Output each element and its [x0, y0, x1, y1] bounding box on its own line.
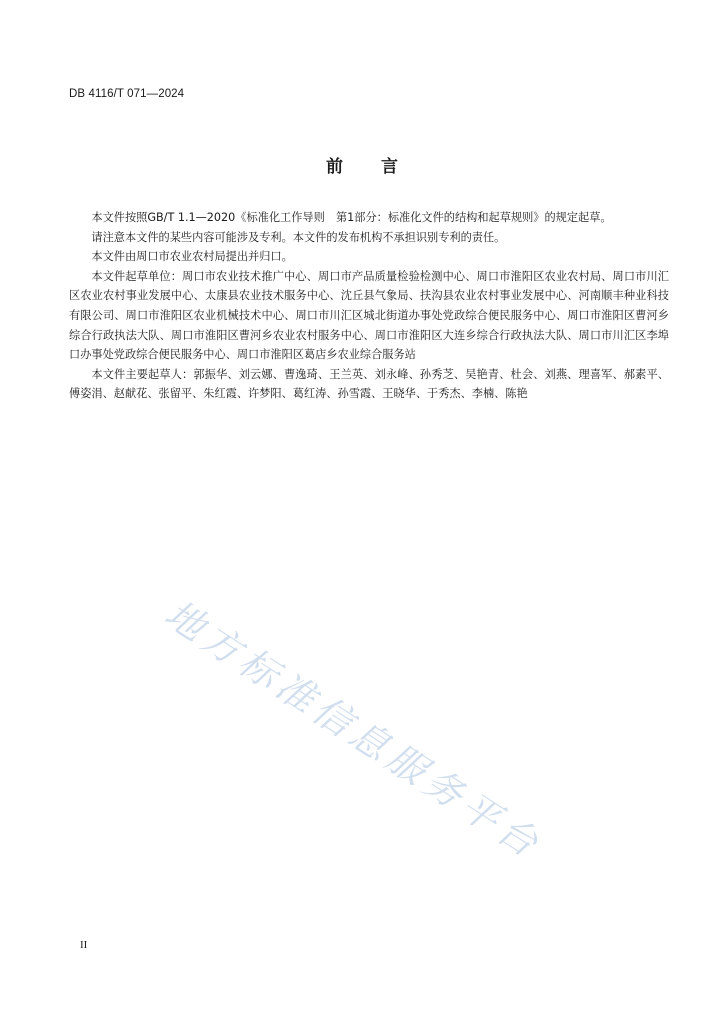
watermark: 地方标准信息服务平台: [157, 591, 551, 869]
paragraph-drafting-units: 本文件起草单位：周口市农业技术推广中心、周口市产品质量检验检测中心、周口市淮阳区农业农村局、周口市川汇区农业农村事业发展中心、太康县农业技术服务中心、沈丘县气象局、扶沟县农业农村事业发展中心、河南顺丰种业科技有限公司、周口市淮阳区农业机械技术中心、周口市川汇区城北街道办事处党政综合便民服务中心、周口市淮阳区曹河乡综合行政执法大队、周口市淮阳区曹河乡农业农村服务中心、周口市淮阳区大连乡综合行政执法大队、周口市川汇区李埠口办事处党政综合便民服务中心、周口市淮阳区葛店乡农业综合服务站: [69, 269, 669, 362]
page-number: II: [80, 939, 88, 951]
document-code: DB 4116/T 071—2024: [69, 88, 185, 100]
paragraph-patent-notice: 请注意本文件的某些内容可能涉及专利。本文件的发布机构不承担识别专利的责任。: [91, 230, 506, 244]
page-title: 前言: [326, 157, 436, 177]
paragraph-proposer: 本文件由周口市农业农村局提出并归口。: [91, 250, 293, 264]
paragraph-drafters: 本文件主要起草人：郭振华、刘云娜、曹逸琦、王兰英、刘永峰、孙秀芝、吴艳青、杜会、刘燕、理喜军、郝素平、傅姿涓、赵献花、张留平、朱红霞、许梦阳、葛红涛、孙雪霞、王晓华、于秀杰、李楠、陈艳: [69, 367, 669, 401]
paragraph-drafting-rules: 本文件按照GB/T 1.1—2020《标准化工作导则 第1部分：标准化文件的结构和起草规则》的规定起草。: [91, 211, 612, 224]
foreword-body: [69, 208, 669, 404]
